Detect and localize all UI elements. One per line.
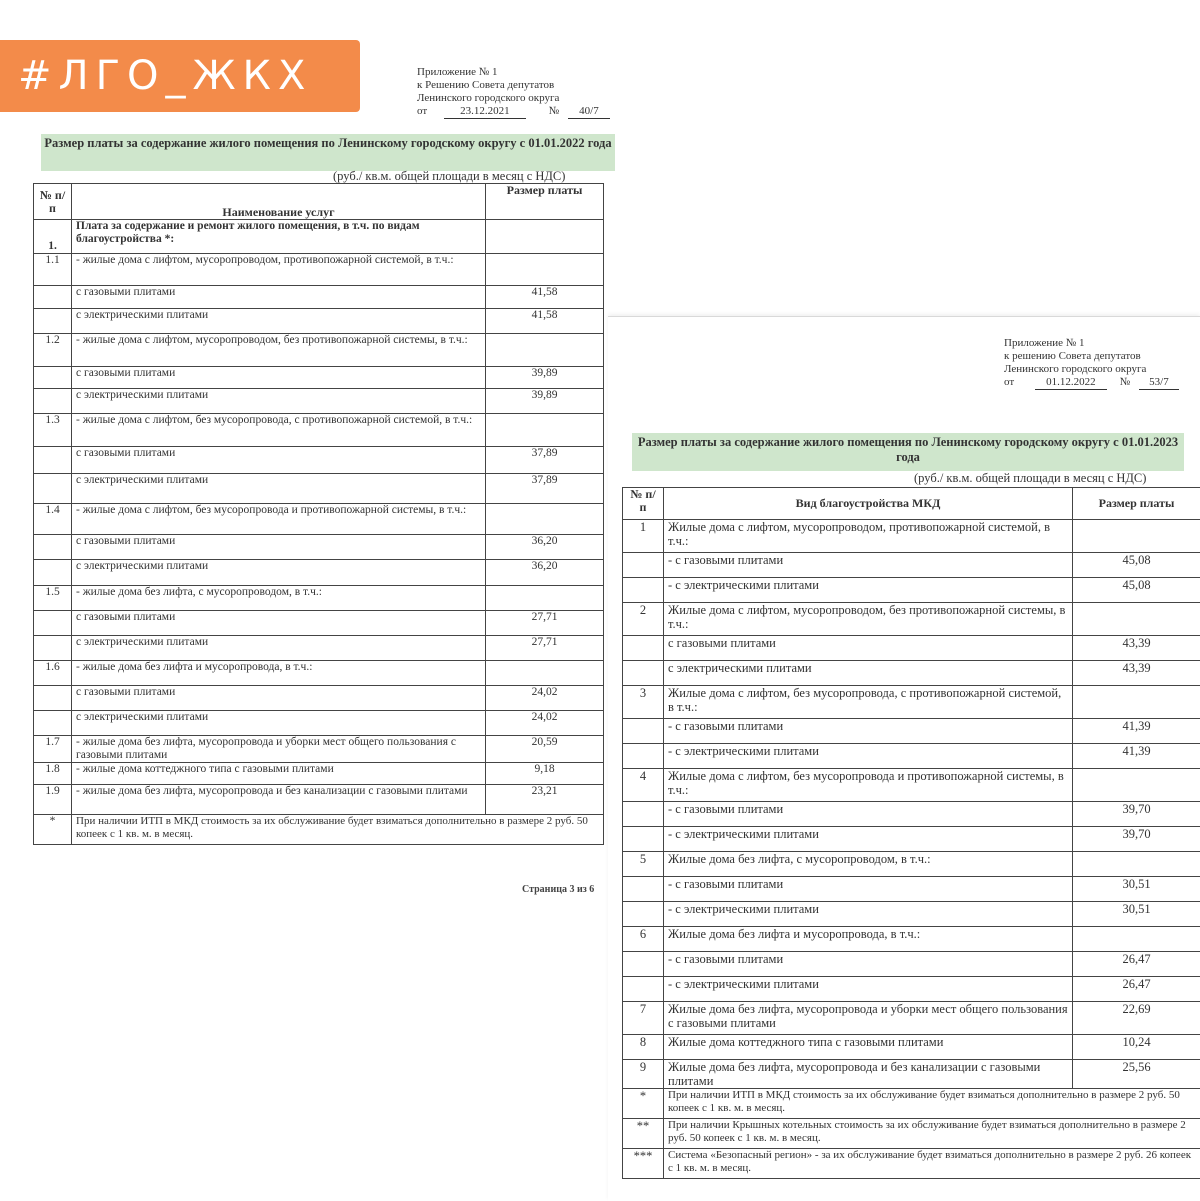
service-name: - с электрическими плитами xyxy=(664,578,1073,603)
table-row xyxy=(623,1002,1200,1035)
price-value: 45,08 xyxy=(1073,553,1200,578)
col-header-name: Вид благоустройства МКД xyxy=(664,488,1073,520)
row-number: 1.8 xyxy=(34,763,72,785)
footnote-text: При наличии ИТП в МКД стоимость за их обслуживание будет взиматься дополнительно в размере 2 руб. 50 копеек с 1 кв. м. в месяц. xyxy=(72,815,604,845)
row-number xyxy=(34,367,72,389)
price-value xyxy=(486,661,604,686)
price-value xyxy=(1073,686,1200,719)
appendix-date-line xyxy=(1004,376,1179,390)
table-row xyxy=(623,661,1200,686)
price-value xyxy=(1073,520,1200,553)
row-number xyxy=(34,611,72,636)
price-value xyxy=(486,220,604,254)
doc1-tariff-table xyxy=(33,183,604,845)
service-name: с газовыми плитами xyxy=(72,447,486,474)
footnote-mark: *** xyxy=(623,1149,664,1179)
row-number xyxy=(623,877,664,902)
appendix-line: к решению Совета депутатов xyxy=(1004,350,1179,363)
row-number xyxy=(34,535,72,560)
row-number xyxy=(34,389,72,414)
col-header-num: № п/п xyxy=(34,184,72,220)
row-number xyxy=(34,560,72,586)
price-value: 10,24 xyxy=(1073,1035,1200,1060)
table-row xyxy=(623,902,1200,927)
table-row xyxy=(623,802,1200,827)
doc2-tariff-table xyxy=(622,487,1200,1179)
table-row xyxy=(34,636,604,661)
table-row xyxy=(623,636,1200,661)
price-value: 23,21 xyxy=(486,785,604,815)
price-value: 25,56 xyxy=(1073,1060,1200,1089)
service-name: Плата за содержание и ремонт жилого помещения, в т.ч. по видам благоустройства *: xyxy=(72,220,486,254)
table-row xyxy=(623,977,1200,1002)
row-number xyxy=(623,636,664,661)
footnote-row xyxy=(623,1149,1200,1179)
price-value: 9,18 xyxy=(486,763,604,785)
service-name: - жилые дома без лифта и мусоропровода, в т.ч.: xyxy=(72,661,486,686)
service-name: - жилые дома без лифта, с мусоропроводом, в т.ч.: xyxy=(72,586,486,611)
table-row xyxy=(34,736,604,763)
row-number xyxy=(34,447,72,474)
price-value: 43,39 xyxy=(1073,661,1200,686)
price-value: 39,70 xyxy=(1073,827,1200,852)
service-name: с газовыми плитами xyxy=(72,535,486,560)
number-label: № xyxy=(1120,376,1131,388)
row-number xyxy=(34,474,72,504)
row-number xyxy=(34,286,72,309)
table-row xyxy=(34,535,604,560)
price-value: 27,71 xyxy=(486,636,604,661)
table-row xyxy=(34,586,604,611)
table-row xyxy=(623,719,1200,744)
service-name: с газовыми плитами xyxy=(72,611,486,636)
row-number xyxy=(623,827,664,852)
doc2-units: (руб./ кв.м. общей площади в месяц с НДС) xyxy=(914,471,1146,486)
table-row xyxy=(623,578,1200,603)
table-row xyxy=(623,553,1200,578)
price-value: 45,08 xyxy=(1073,578,1200,603)
price-value: 41,58 xyxy=(486,309,604,334)
service-name: с электрическими плитами xyxy=(72,474,486,504)
service-name: с электрическими плитами xyxy=(72,389,486,414)
service-name: - жилые дома с лифтом, без мусоропровода и противопожарной системы, в т.ч.: xyxy=(72,504,486,535)
table-row xyxy=(34,389,604,414)
service-name: с электрическими плитами xyxy=(72,309,486,334)
row-number xyxy=(623,578,664,603)
service-name: - с электрическими плитами xyxy=(664,977,1073,1002)
price-value: 26,47 xyxy=(1073,977,1200,1002)
service-name: Жилые дома с лифтом, без мусоропровода и противопожарной системы, в т.ч.: xyxy=(664,769,1073,802)
row-number: 6 xyxy=(623,927,664,952)
row-number: 3 xyxy=(623,686,664,719)
doc1-appendix xyxy=(417,66,610,119)
table-row xyxy=(34,254,604,286)
price-value: 22,69 xyxy=(1073,1002,1200,1035)
table-row xyxy=(34,334,604,367)
footnote-mark: * xyxy=(623,1089,664,1119)
table-row xyxy=(34,447,604,474)
service-name: - жилые дома с лифтом, мусоропроводом, без противопожарной системы, в т.ч.: xyxy=(72,334,486,367)
appendix-line: Ленинского городского округа xyxy=(417,92,610,105)
table-row xyxy=(34,367,604,389)
table-row xyxy=(34,711,604,736)
table-row xyxy=(34,309,604,334)
service-name: - жилые дома с лифтом, без мусоропровода, с противопожарной системой, в т.ч.: xyxy=(72,414,486,447)
price-value: 24,02 xyxy=(486,711,604,736)
table-row xyxy=(34,474,604,504)
row-number: 1.1 xyxy=(34,254,72,286)
table-row xyxy=(34,785,604,815)
service-name: с электрическими плитами xyxy=(72,560,486,586)
service-name: - жилые дома без лифта, мусоропровода и уборки мест общего пользования с газовыми плитами xyxy=(72,736,486,763)
service-name: - с газовыми плитами xyxy=(664,877,1073,902)
appendix-line: Приложение № 1 xyxy=(1004,337,1179,350)
service-name: - жилые дома без лифта, мусоропровода и без канализации с газовыми плитами xyxy=(72,785,486,815)
col-header-price: Размер платы xyxy=(486,184,604,220)
footnote-text: Система «Безопасный регион» - за их обслуживание будет взиматься дополнительно в размере 2 руб. 26 копеек с 1 кв. м. в месяц. xyxy=(664,1149,1200,1179)
number-label: № xyxy=(549,105,560,117)
appendix-line: Ленинского городского округа xyxy=(1004,363,1179,376)
from-label: от xyxy=(1004,376,1014,388)
col-header-num: № п/п xyxy=(623,488,664,520)
service-name: - с газовыми плитами xyxy=(664,952,1073,977)
price-value: 24,02 xyxy=(486,686,604,711)
table-row xyxy=(623,877,1200,902)
row-number: 1.6 xyxy=(34,661,72,686)
service-name: Жилые дома без лифта, с мусоропроводом, в т.ч.: xyxy=(664,852,1073,877)
price-value: 39,70 xyxy=(1073,802,1200,827)
price-value xyxy=(1073,603,1200,636)
service-name: с газовыми плитами xyxy=(664,636,1073,661)
price-value: 20,59 xyxy=(486,736,604,763)
table-row xyxy=(623,603,1200,636)
row-number: 8 xyxy=(623,1035,664,1060)
row-number xyxy=(623,719,664,744)
row-number: 9 xyxy=(623,1060,664,1089)
row-number xyxy=(623,902,664,927)
table-row xyxy=(34,560,604,586)
service-name: - жилые дома коттеджного типа с газовыми плитами xyxy=(72,763,486,785)
row-number xyxy=(34,711,72,736)
row-number xyxy=(623,952,664,977)
price-value: 27,71 xyxy=(486,611,604,636)
page-counter: Страница 3 из 6 xyxy=(522,884,594,895)
col-header-price: Размер платы xyxy=(1073,488,1200,520)
row-number: 1.4 xyxy=(34,504,72,535)
price-value: 36,20 xyxy=(486,535,604,560)
footnote-mark: ** xyxy=(623,1119,664,1149)
row-number xyxy=(623,553,664,578)
decision-number: 40/7 xyxy=(568,105,610,119)
service-name: Жилые дома коттеджного типа с газовыми плитами xyxy=(664,1035,1073,1060)
service-name: - с газовыми плитами xyxy=(664,553,1073,578)
row-number: 7 xyxy=(623,1002,664,1035)
service-name: - с электрическими плитами xyxy=(664,902,1073,927)
row-number: 1 xyxy=(623,520,664,553)
row-number xyxy=(623,661,664,686)
appendix-date-line xyxy=(417,105,610,119)
row-number xyxy=(34,686,72,711)
table-row xyxy=(34,686,604,711)
table-row xyxy=(34,763,604,785)
service-name: с электрическими плитами xyxy=(72,711,486,736)
doc2-page xyxy=(608,316,1200,1201)
row-number: 4 xyxy=(623,769,664,802)
price-value: 43,39 xyxy=(1073,636,1200,661)
service-name: с электрическими плитами xyxy=(72,636,486,661)
price-value xyxy=(1073,852,1200,877)
table-row xyxy=(623,1035,1200,1060)
price-value: 39,89 xyxy=(486,367,604,389)
footnote-row xyxy=(623,1119,1200,1149)
price-value: 37,89 xyxy=(486,447,604,474)
row-number xyxy=(623,802,664,827)
price-value: 30,51 xyxy=(1073,877,1200,902)
price-value: 26,47 xyxy=(1073,952,1200,977)
doc1-units: (руб./ кв.м. общей площади в месяц с НДС) xyxy=(333,169,565,184)
doc2-title: Размер платы за содержание жилого помещения по Ленинскому городскому округу с 01.01.2023 года xyxy=(632,433,1184,471)
service-name: - с газовыми плитами xyxy=(664,802,1073,827)
from-label: от xyxy=(417,105,427,117)
table-row xyxy=(623,686,1200,719)
decision-date: 23.12.2021 xyxy=(444,105,526,119)
row-number: 1.7 xyxy=(34,736,72,763)
row-number xyxy=(623,744,664,769)
row-number xyxy=(34,636,72,661)
row-number: 5 xyxy=(623,852,664,877)
price-value: 41,39 xyxy=(1073,719,1200,744)
appendix-line: к Решению Совета депутатов xyxy=(417,79,610,92)
service-name: - с газовыми плитами xyxy=(664,719,1073,744)
service-name: с газовыми плитами xyxy=(72,367,486,389)
price-value: 30,51 xyxy=(1073,902,1200,927)
col-header-name: Наименование услуг xyxy=(72,184,486,220)
service-name: Жилые дома без лифта, мусоропровода и уборки мест общего пользования с газовыми плитами xyxy=(664,1002,1073,1035)
row-number: 1.5 xyxy=(34,586,72,611)
service-name: Жилые дома с лифтом, мусоропроводом, без противопожарной системы, в т.ч.: xyxy=(664,603,1073,636)
price-value: 41,39 xyxy=(1073,744,1200,769)
decision-date: 01.12.2022 xyxy=(1035,376,1107,390)
table-row xyxy=(623,927,1200,952)
price-value xyxy=(486,414,604,447)
price-value xyxy=(1073,927,1200,952)
footnote-row xyxy=(34,815,604,845)
footnote-row xyxy=(623,1089,1200,1119)
row-number: 1.2 xyxy=(34,334,72,367)
price-value: 37,89 xyxy=(486,474,604,504)
hashtag-banner: #ЛГО_ЖКХ xyxy=(0,40,360,112)
table-row xyxy=(623,952,1200,977)
service-name: - жилые дома с лифтом, мусоропроводом, противопожарной системой, в т.ч.: xyxy=(72,254,486,286)
service-name: - с электрическими плитами xyxy=(664,827,1073,852)
table-row xyxy=(34,414,604,447)
appendix-line: Приложение № 1 xyxy=(417,66,610,79)
table-row xyxy=(34,504,604,535)
doc1-table-body xyxy=(34,220,604,845)
doc1-title: Размер платы за содержание жилого помещения по Ленинскому городскому округу с 01.01.2022 года xyxy=(41,134,615,171)
footnote-mark: * xyxy=(34,815,72,845)
row-number: 1.3 xyxy=(34,414,72,447)
price-value xyxy=(486,334,604,367)
footnote-text: При наличии Крышных котельных стоимость за их обслуживание будет взиматься дополнительно в размере 2 руб. 50 копеек с 1 кв. м. в месяц. xyxy=(664,1119,1200,1149)
row-number: 1.9 xyxy=(34,785,72,815)
price-value: 36,20 xyxy=(486,560,604,586)
price-value: 41,58 xyxy=(486,286,604,309)
service-name: Жилые дома без лифта, мусоропровода и без канализации с газовыми плитами xyxy=(664,1060,1073,1089)
table-row xyxy=(34,286,604,309)
table-row xyxy=(34,611,604,636)
table-row xyxy=(623,827,1200,852)
table-row xyxy=(34,661,604,686)
row-number: 1. xyxy=(34,220,72,254)
service-name: с газовыми плитами xyxy=(72,686,486,711)
service-name: с электрическими плитами xyxy=(664,661,1073,686)
row-number: 2 xyxy=(623,603,664,636)
price-value xyxy=(486,504,604,535)
table-row xyxy=(623,1060,1200,1089)
price-value xyxy=(1073,769,1200,802)
service-name: Жилые дома без лифта и мусоропровода, в т.ч.: xyxy=(664,927,1073,952)
service-name: - с электрическими плитами xyxy=(664,744,1073,769)
service-name: Жилые дома с лифтом, мусоропроводом, противопожарной системой, в т.ч.: xyxy=(664,520,1073,553)
service-name: с газовыми плитами xyxy=(72,286,486,309)
footnote-text: При наличии ИТП в МКД стоимость за их обслуживание будет взиматься дополнительно в размере 2 руб. 50 копеек с 1 кв. м. в месяц. xyxy=(664,1089,1200,1119)
doc2-appendix xyxy=(1004,337,1179,390)
price-value: 39,89 xyxy=(486,389,604,414)
decision-number: 53/7 xyxy=(1139,376,1179,390)
table-row xyxy=(623,769,1200,802)
service-name: Жилые дома с лифтом, без мусоропровода, с противопожарной системой, в т.ч.: xyxy=(664,686,1073,719)
table-row xyxy=(34,220,604,254)
table-row xyxy=(623,852,1200,877)
price-value xyxy=(486,254,604,286)
price-value xyxy=(486,586,604,611)
table-row xyxy=(623,520,1200,553)
row-number xyxy=(34,309,72,334)
row-number xyxy=(623,977,664,1002)
table-row xyxy=(623,744,1200,769)
doc2-table-body xyxy=(623,520,1200,1179)
